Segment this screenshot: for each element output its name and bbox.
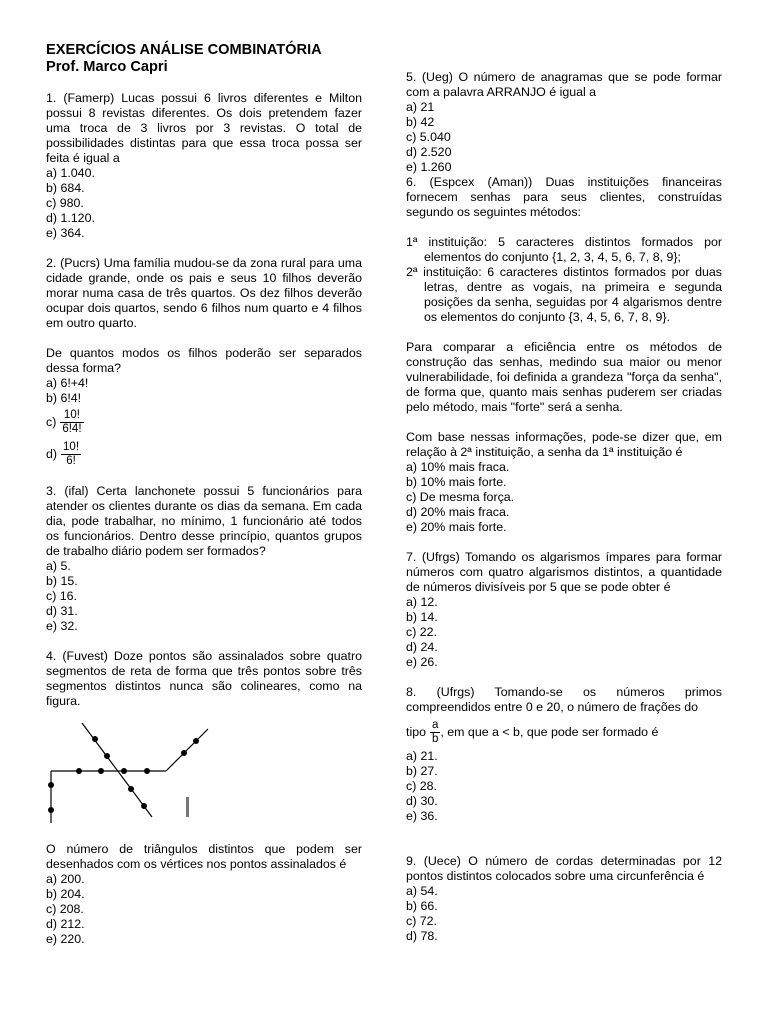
question-text: (Ufrgs) Tomando-se os números primos compreendidos entre 0 e 20, o número de frações do [406,685,722,714]
question-number: 3. [46,484,57,498]
option: c) 980. [46,196,84,210]
question-number: 5. [406,70,417,84]
question-text: (Pucrs) Uma família mudou-se da zona rural para uma cidade grande, onde os pais e seus 10 filhos deverão morar numa casa de três quartos. Os dez filhos deverão ocupar dois quartos, sendo 6 filhos num quarto e 4 filhos em outro quarto. [46,256,363,330]
option: e) 20% mais forte. [406,520,507,534]
option: b) 684. [46,181,85,195]
option: c) 28. [406,779,437,793]
option: a) 5. [46,559,71,573]
page-title: EXERCÍCIOS ANÁLISE COMBINATÓRIA [46,42,322,58]
option: c) 72. [406,914,437,928]
question-3 [46,484,362,634]
question-text: (Famerp) Lucas possui 6 livros diferentes e Milton possui 8 revistas diferentes. Os dois pretendem fazer uma troca de 3 livros por 3 revistas. O total de possibilidades distintas para que essa troca possa ser feita é igual a [46,91,362,165]
option: b) 14. [406,610,438,624]
question-text: (Fuvest) Doze pontos são assinalados sobre quatro segmentos de reta de forma que três pontos sobre três segmentos distintos nunca são colineares, como na figura. [46,649,362,708]
question-number: 6. [406,175,417,189]
question-number: 4. [46,649,57,663]
question-9 [406,854,722,944]
segments-figure [46,723,216,828]
option-fraction: c) $\frac{10!}{6!4!}$ [46,408,82,435]
option: a) 10% mais fraca. [406,460,510,474]
option: b) 204. [46,887,85,901]
option: b) 27. [406,764,438,778]
option: a) 21 [406,100,435,114]
option: b) 10% mais forte. [406,475,507,489]
option: d) 30. [406,794,438,808]
option: d) 2.520 [406,145,452,159]
left-column [46,0,362,947]
author: Prof. Marco Capri [46,59,168,75]
question-number: 7. [406,550,417,564]
option: d) 31. [46,604,78,618]
option: c) 22. [406,625,437,639]
question-5 [406,70,722,175]
right-column [406,0,722,944]
option: d) 212. [46,917,85,931]
question-text: (Ueg) O número de anagramas que se pode formar com a palavra ARRANJO é igual a [406,70,722,99]
option: e) 220. [46,932,85,946]
institution-1: 1ª instituição: 5 caracteres distintos formados por elementos do conjunto {1, 2, 3, 4, 5, 6, 7, 8, 9}; [406,235,722,264]
option: d) 20% mais fraca. [406,505,510,519]
question-7 [406,550,722,670]
option: c) De mesma força. [406,490,515,504]
option: b) 66. [406,899,438,913]
option: e) 26. [406,655,438,669]
option: c) 208. [46,902,84,916]
option-fraction: d) $\frac{10!}{6!}$ [46,440,80,467]
option: b) 42 [406,115,435,129]
question-2 [46,256,362,470]
option: a) 1.040. [46,166,95,180]
paragraph: Para comparar a eficiência entre os métodos de construção das senhas, medindo sua maior ou menor vulnerabilidade, foi definida a grandeza "força da senha", de forma que, quanto mais senhas puderem ser criadas pelo método, mais "forte" será a senha. [406,340,722,414]
option: a) 21. [406,749,438,763]
question-prompt: De quantos modos os filhos poderão ser separados dessa forma? [46,346,362,375]
option: a) 12. [406,595,438,609]
option: a) 6!+4! [46,376,89,390]
question-1 [46,91,362,241]
option: e) 1.260 [406,160,452,174]
option: b) 15. [46,574,78,588]
option: e) 36. [406,809,438,823]
option: b) 6!4! [46,391,82,405]
question-number: 8. [406,685,417,699]
option: c) 5.040 [406,130,451,144]
question-number: 2. [46,256,57,270]
question-4 [46,649,362,947]
option: a) 200. [46,872,85,886]
option: e) 364. [46,226,85,240]
option: d) 24. [406,640,438,654]
institution-2: 2ª instituição: 6 caracteres distintos formados por duas letras, dentre as vogais, na primeira e segunda posições da senha, seguidas por 4 algarismos dentre os elementos do conjunto {3, 4, 5, 6, 7, 8, 9}. [406,265,722,324]
question-text: (Ufrgs) Tomando os algarismos ímpares para formar números com quatro algarismos distintos, a quantidade de números divisíveis por 5 que se pode obter é [406,550,722,594]
option: e) 32. [46,619,78,633]
question-number: 1. [46,91,57,105]
question-text: (Espcex (Aman)) Duas instituições financeiras fornecem senhas para seus clientes, construídas segundo os seguintes métodos: [406,175,722,219]
question-6 [406,175,722,535]
option: a) 54. [406,884,438,898]
option: d) 1.120. [46,211,95,225]
question-text: (ifal) Certa lanchonete possui 5 funcionários para atender os clientes durante os dias da semana. Em cada dia, pode trabalhar, no mínimo, 1 funcionário até todos os funcionários. Dentro desse princípio, quantos grupos de trabalho diário podem ser formados? [46,484,362,558]
question-number: 9. [406,854,417,868]
question-prompt: O número de triângulos distintos que podem ser desenhados com os vértices nos pontos assinalados é [46,842,362,871]
question-8 [406,685,722,824]
question-prompt: Com base nessas informações, pode-se dizer que, em relação à 2ª instituição, a senha da 1ª instituição é [406,430,722,459]
option: c) 16. [46,589,77,603]
fraction-line: tipo $\frac{a}{b}$ , em que a < b, que pode ser formado é [406,718,659,745]
option: d) 78. [406,929,438,943]
question-text: (Uece) O número de cordas determinadas por 12 pontos distintos colocados sobre uma circunferência é [406,854,722,883]
